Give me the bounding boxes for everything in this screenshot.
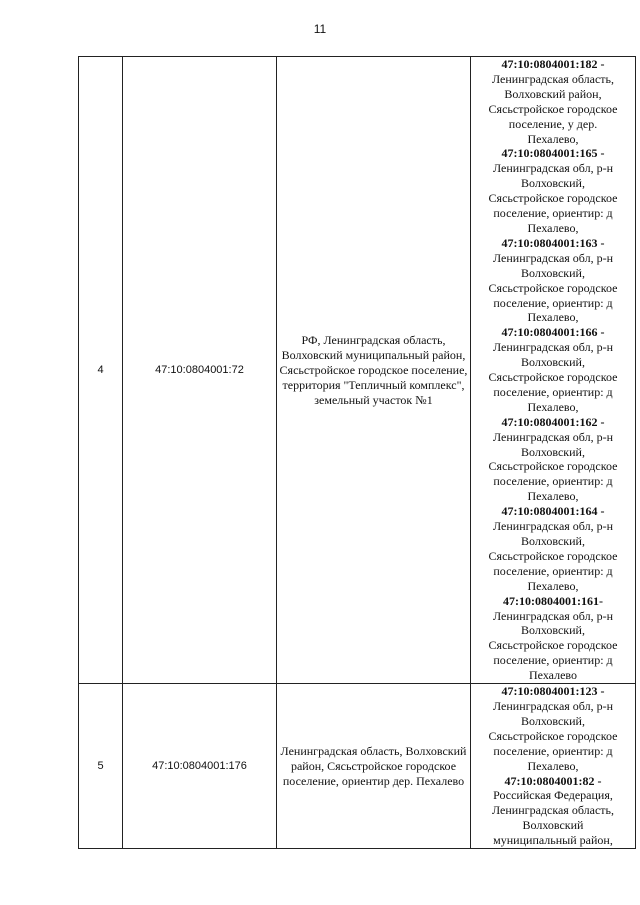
adjacent-address: Ленинградская обл, р-н Волховский, Сясьстройское городское поселение, ориентир: д Пехалево, — [488, 340, 618, 414]
adjacent-address: Российская Федерация, Ленинградская область, Волховский муниципальный район, — [492, 788, 614, 848]
adjacent-plot — [473, 325, 633, 414]
adjacent-cadastral-number: 47:10:0804001:162 - — [501, 414, 605, 429]
adjacent-address: Ленинградская обл, р-н Волховский, Сясьстройское городское поселение, ориентир: д Пехалево, — [488, 519, 618, 593]
adjacent-cadastral-number: 47:10:0804001:82 - — [504, 773, 602, 788]
adjacent-plot — [473, 594, 633, 683]
cadastral-number: 47:10:0804001:72 — [123, 57, 277, 684]
adjacent-address: Ленинградская обл, р-н Волховский, Сясьстройское городское поселение, ориентир: д Пехалево, — [488, 429, 618, 504]
adjacent-plot — [473, 236, 633, 325]
cadastral-number: 47:10:0804001:176 — [123, 684, 277, 849]
adjacent-plot — [473, 57, 633, 146]
row-number: 5 — [79, 684, 123, 849]
adjacent-cadastral-number: 47:10:0804001:166 - — [501, 325, 605, 340]
adjacent-cadastral-number: 47:10:0804001:163 - — [501, 235, 605, 250]
adjacent-address: Ленинградская область, Волховский район, Сясьстройское городское поселение, у дер. Пехалево, — [488, 71, 618, 146]
adjacent-plot — [473, 415, 633, 504]
row-number: 4 — [79, 57, 123, 684]
adjacent-address: Ленинградская обл, р-н Волховский, Сясьстройское городское поселение, ориентир: д Пехалево — [488, 608, 618, 683]
plot-address: Ленинградская область, Волховский район, Сясьстройское городское поселение, ориентир дер. Пехалево — [277, 684, 471, 849]
adjacent-address: Ленинградская обл, р-н Волховский, Сясьстройское городское поселение, ориентир: д Пехалево, — [488, 161, 618, 235]
adjacent-address: Ленинградская обл, р-н Волховский, Сясьстройское городское поселение, ориентир: д Пехалево, — [488, 698, 618, 773]
adjacent-plot — [473, 684, 633, 773]
plot-address: РФ, Ленинградская область, Волховский муниципальный район, Сясьстройское городское поселение, территория "Тепличный комплекс", земельный участок №1 — [277, 57, 471, 684]
adjacent-cadastral-number: 47:10:0804001:182 - — [501, 57, 605, 71]
adjacent-plot — [473, 774, 633, 849]
adjacent-cadastral-number: 47:10:0804001:161- — [503, 593, 603, 608]
adjacent-cadastral-number: 47:10:0804001:165 - — [501, 146, 605, 161]
land-plots-table — [78, 56, 636, 849]
adjacent-cadastral-number: 47:10:0804001:123 - — [501, 684, 605, 699]
adjacent-cadastral-number: 47:10:0804001:164 - — [501, 504, 605, 519]
adjacent-plots — [471, 57, 636, 684]
page-number: 11 — [313, 22, 327, 36]
adjacent-plot — [473, 146, 633, 235]
table-row — [79, 57, 636, 684]
adjacent-plot — [473, 504, 633, 593]
table-row — [79, 684, 636, 849]
adjacent-plots — [471, 684, 636, 849]
adjacent-address: Ленинградская обл, р-н Волховский, Сясьстройское городское поселение, ориентир: д Пехалево, — [488, 250, 618, 325]
